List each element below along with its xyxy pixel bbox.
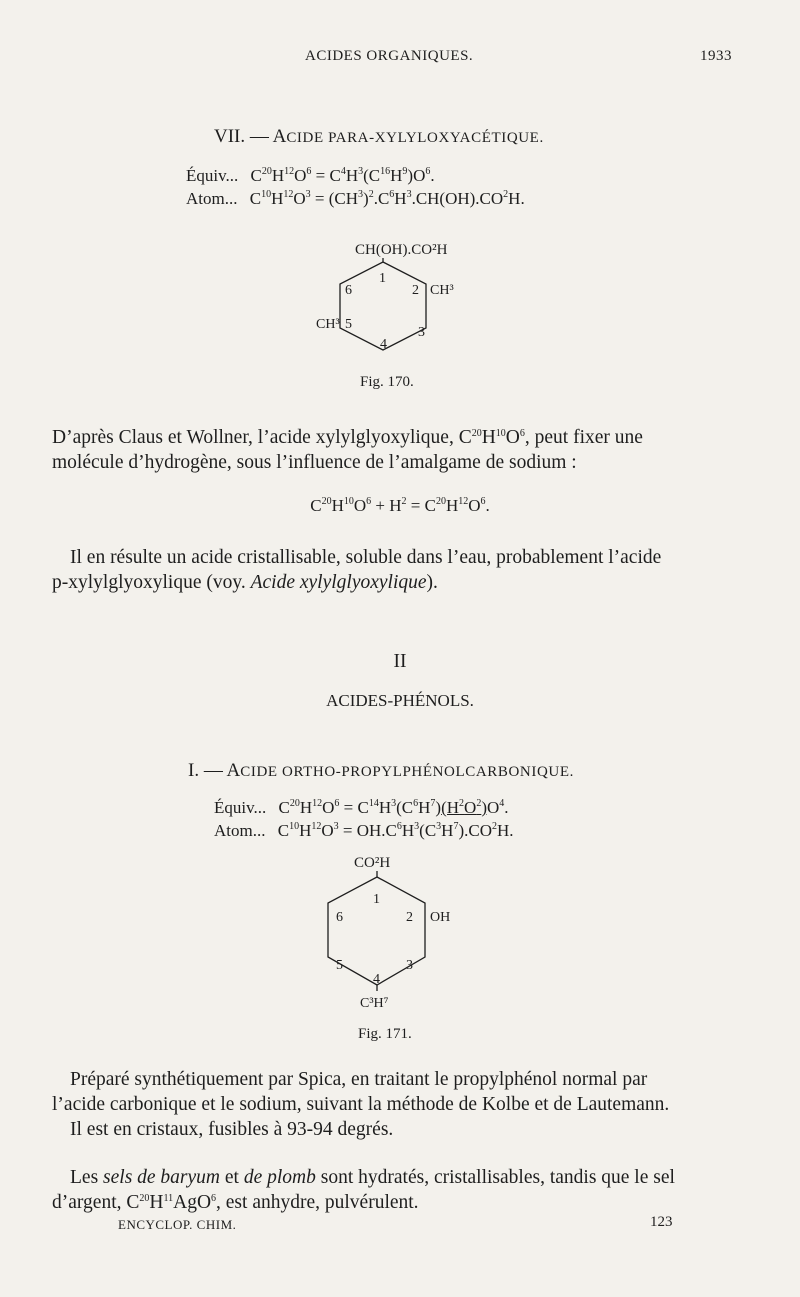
atom-formula-i: Atom... $C^{10}H^{12}O^3 = OH.C^6H^3(C^3H^7).CO^2H$.: [214, 821, 514, 840]
fig171-sub-right: OH: [430, 910, 451, 925]
fig170-num-1: 1: [379, 271, 386, 286]
equiv-formula-i: Équiv... $C^{20}H^{12}O^6 = C^{14}H^3(C^6H^7)(H^2O^2)O^4$.: [214, 798, 509, 817]
paragraph-3-line-2: l’acide carbonique et le sodium, suivant la méthode de Kolbe et de Lautemann.: [52, 1094, 670, 1115]
running-head: ACIDES ORGANIQUES.: [305, 48, 474, 64]
footer-sheet-number: 123: [650, 1214, 673, 1230]
fig-171-caption: Fig. 171.: [358, 1026, 412, 1042]
fig-170-caption: Fig. 170.: [360, 374, 414, 390]
fig171-num-5: 5: [336, 958, 343, 973]
fig171-sub-bottom: C³H⁷: [360, 996, 389, 1011]
fig170-sub-left: CH³: [316, 317, 340, 332]
part-title: ACIDES-PHÉNOLS.: [326, 691, 474, 710]
page-number: 1933: [700, 48, 732, 64]
fig171-top-group: CO²H: [354, 855, 391, 871]
paragraph-4-line-2: d’argent, $C^{20}H^{11}AgO^6$, est anhydre, pulvérulent.: [52, 1192, 419, 1213]
figure-170-structure: [300, 232, 500, 362]
fig170-num-5: 5: [345, 317, 352, 332]
fig171-num-2: 2: [406, 910, 413, 925]
section-title-vii: VII. — ACIDE PARA-XYLYLOXYACÉTIQUE.: [214, 126, 544, 147]
section-title-i: I. — ACIDE ORTHO-PROPYLPHÉNOLCARBONIQUE.: [188, 760, 574, 781]
footer-signature: ENCYCLOP. CHIM.: [118, 1217, 237, 1232]
paragraph-3-line-3: Il est en cristaux, fusibles à 93-94 degrés.: [70, 1119, 394, 1140]
fig170-num-3: 3: [418, 325, 425, 340]
fig171-num-1: 1: [373, 892, 380, 907]
reaction-equation: $C^{20}H^{10}O^6 + H^2 = C^{20}H^{12}O^6$.: [310, 496, 490, 515]
paragraph-1-line-2: molécule d’hydrogène, sous l’influence de l’amalgame de sodium :: [52, 452, 577, 473]
figure-171-structure: [300, 845, 500, 1020]
fig170-num-4: 4: [380, 337, 387, 352]
paragraph-1-line-1: D’après Claus et Wollner, l’acide xylylglyoxylique, $C^{20}H^{10}O^6$, peut fixer une: [52, 427, 643, 448]
paragraph-4-line-1: Les sels de baryum et de plomb sont hydratés, cristallisables, tandis que le sel: [70, 1167, 675, 1188]
paragraph-2-line-1: Il en résulte un acide cristallisable, soluble dans l’eau, probablement l’acide: [70, 547, 662, 568]
fig170-num-2: 2: [412, 283, 419, 298]
paragraph-2-line-2: p-xylylglyoxylique (voy. Acide xylylglyoxylique).: [52, 572, 438, 593]
fig170-top-group: CH(OH).CO²H: [355, 242, 448, 258]
equiv-formula-vii: Équiv... $C^{20}H^{12}O^6 = C^4H^3(C^{16}H^9)O^6$.: [186, 166, 435, 185]
fig170-num-6: 6: [345, 283, 352, 298]
part-number: II: [393, 651, 407, 672]
fig170-sub-right: CH³: [430, 283, 454, 298]
fig171-num-3: 3: [406, 958, 413, 973]
paragraph-3-line-1: Préparé synthétiquement par Spica, en traitant le propylphénol normal par: [70, 1069, 648, 1090]
atom-formula-vii: Atom... $C^{10}H^{12}O^3 = (CH^3)^2.C^6H^3.CH(OH).CO^2H$.: [186, 189, 525, 208]
fig171-num-4: 4: [373, 972, 380, 987]
fig171-num-6: 6: [336, 910, 343, 925]
